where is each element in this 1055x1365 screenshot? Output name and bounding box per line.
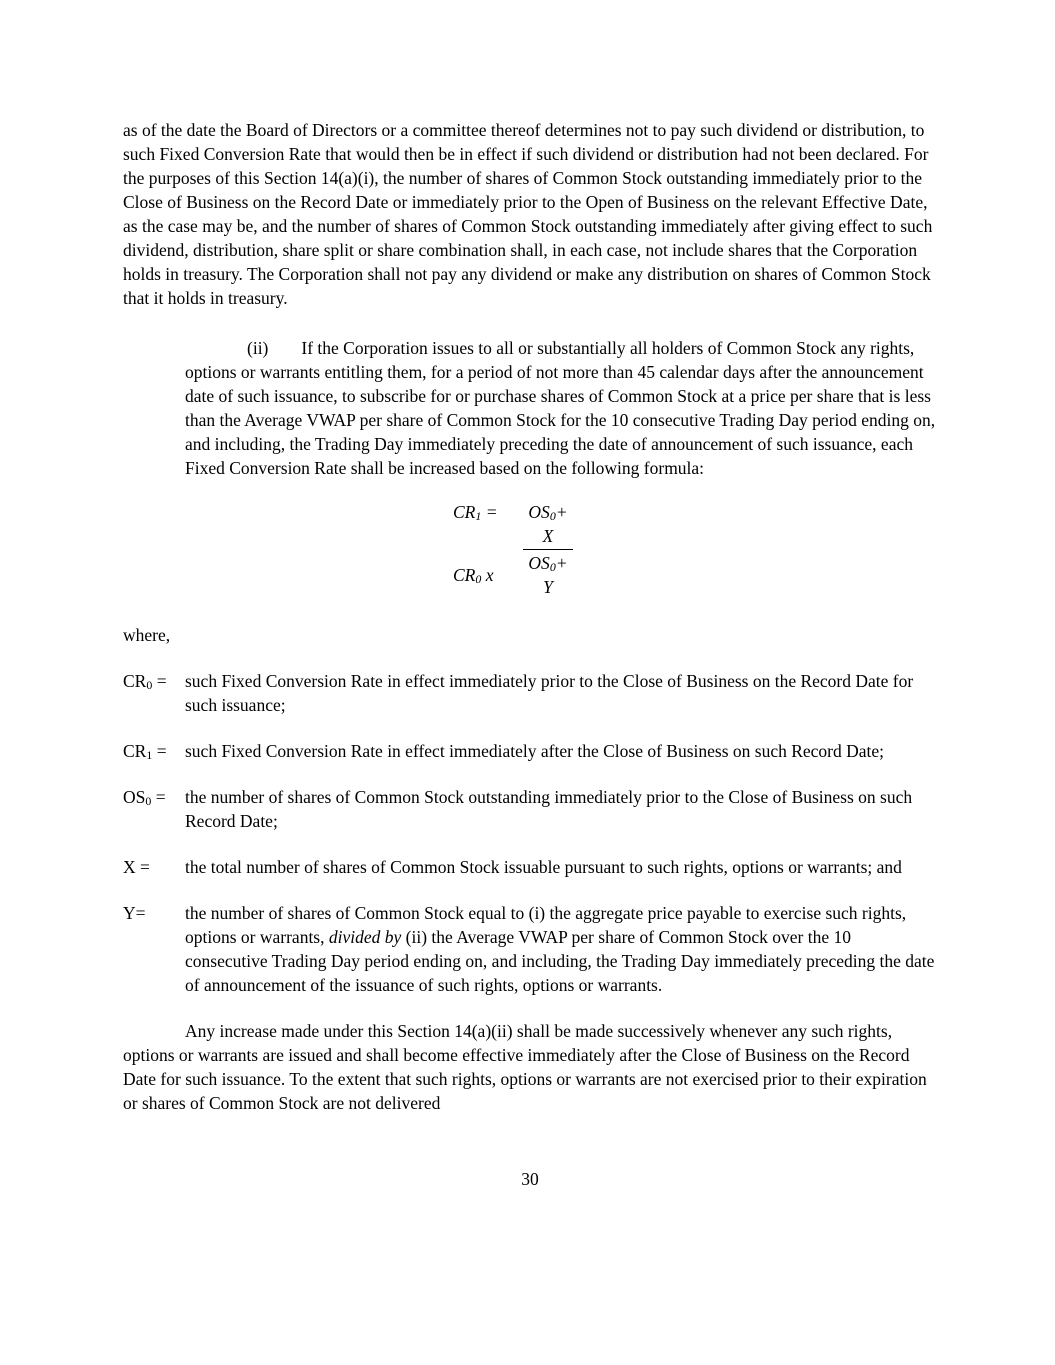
definition-os0 bbox=[123, 785, 937, 833]
definition-term: $CR_0$ = bbox=[123, 671, 167, 693]
formula-multiplier-subscript: 0 bbox=[475, 572, 482, 587]
definition-text: such Fixed Conversion Rate in effect immediately prior to the Close of Business on the Record Date for such issuance; bbox=[185, 671, 914, 715]
formula-numerator bbox=[523, 500, 573, 550]
formula-lhs-base: CR bbox=[453, 502, 476, 522]
formula-left-column bbox=[453, 500, 523, 599]
denominator-line-2: Y bbox=[543, 577, 553, 597]
italic-phrase: divided by bbox=[328, 927, 402, 947]
definition-term: $CR_1$ = bbox=[123, 741, 167, 763]
numerator-line-1: $OS_0+$ bbox=[528, 502, 568, 524]
definition-y bbox=[123, 901, 937, 997]
definition-cr1 bbox=[123, 739, 937, 763]
definition-cr0 bbox=[123, 669, 937, 717]
formula-times-operator: x bbox=[481, 565, 494, 585]
numerator-line-2: X bbox=[542, 526, 554, 546]
page-number: 30 bbox=[521, 1169, 539, 1189]
formula-lhs-subscript: 1 bbox=[475, 509, 482, 524]
definition-text: the number of shares of Common Stock equal to (i) the aggregate price payable to exercise such rights, options or warrants, divided by (ii) the Average VWAP per share of Common Stock over the 10 consecutive Trading Day period ending on, and including, the Trading Day immediately preceding the date of announcement of the issuance of such rights, options or warrants. bbox=[185, 903, 935, 995]
paragraph-clause-ii bbox=[185, 336, 937, 480]
formula-multiplier-base: CR bbox=[453, 565, 476, 585]
clause-number: (ii) bbox=[247, 338, 269, 358]
definition-term: Y= bbox=[123, 903, 146, 923]
definition-text: such Fixed Conversion Rate in effect immediately after the Close of Business on such Record Date; bbox=[185, 741, 885, 761]
formula-equals: = bbox=[481, 502, 498, 522]
paragraph-intro: as of the date the Board of Directors or a committee thereof determines not to pay such dividend or distribution, to such Fixed Conversion Rate that would then be in effect if such dividend or distribution had not been declared. For the purposes of this Section 14(a)(i), the number of shares of Common Stock outstanding immediately prior to the Close of Business on the Record Date or immediately prior to the Open of Business on the relevant Effective Date, as the case may be, and the number of shares of Common Stock outstanding immediately after giving effect to such dividend, distribution, share split or share combination shall, in each case, not include shares that the Corporation holds in treasury. The Corporation shall not pay any dividend or make any distribution on shares of Common Stock that it holds in treasury. bbox=[123, 120, 933, 308]
where-label: where, bbox=[123, 625, 171, 645]
formula-lhs bbox=[453, 500, 523, 524]
formula-fraction bbox=[523, 500, 573, 599]
definition-term: X = bbox=[123, 857, 150, 877]
clause-text: If the Corporation issues to all or substantially all holders of Common Stock any rights, options or warrants entitling them, for a period of not more than 45 calendar days after the announcement date of such issuance, to subscribe for or purchase shares of Common Stock at a price per share that is less than the Average VWAP per share of Common Stock for the 10 consecutive Trading Day period ending on, and including, the Trading Day immediately preceding the date of announcement of such issuance, each Fixed Conversion Rate shall be increased based on the following formula: bbox=[185, 338, 936, 478]
definition-text: the total number of shares of Common Stock issuable pursuant to such rights, options or warrants; and bbox=[185, 857, 902, 877]
conversion-rate-formula bbox=[453, 500, 937, 599]
definition-text: the number of shares of Common Stock outstanding immediately prior to the Close of Business on such Record Date; bbox=[185, 787, 913, 831]
formula-denominator bbox=[523, 550, 573, 599]
paragraph-closing: Any increase made under this Section 14(a)(ii) shall be made successively whenever any such rights, options or warrants are issued and shall become effective immediately after the Close of Business on the Record Date for such issuance. To the extent that such rights, options or warrants are not exercised prior to their expiration or shares of Common Stock are not delivered bbox=[123, 1021, 927, 1113]
formula-multiplier bbox=[453, 563, 523, 587]
denominator-line-1: $OS_0+$ bbox=[528, 553, 568, 575]
definition-term: $OS_0$ = bbox=[123, 787, 166, 809]
definition-x bbox=[123, 855, 937, 879]
